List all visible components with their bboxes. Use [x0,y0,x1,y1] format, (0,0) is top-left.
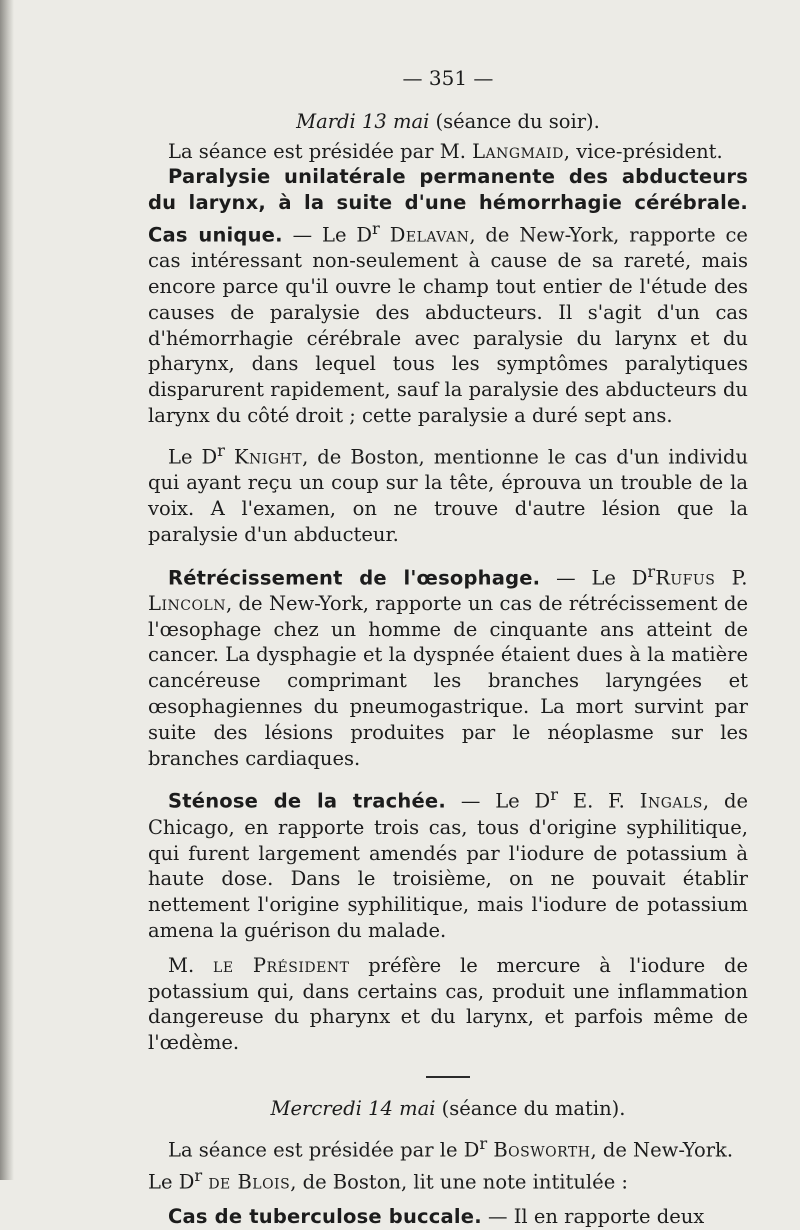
paragraph-deblois [148,1163,748,1195]
person-name: Delavan [389,223,470,247]
paragraph-abductor-paralysis [148,164,748,428]
paragraph-trachea [148,782,748,943]
book-page [148,66,748,1230]
session-date: Mardi 13 mai [296,109,430,133]
session-heading-tuesday [148,109,748,135]
superscript: r [550,785,558,805]
text-run: — Le D [445,789,551,813]
text-run [380,223,390,246]
session-heading-wednesday [148,1096,748,1122]
section-divider [426,1076,470,1078]
text-run: , de New-York. [590,1138,734,1162]
superscript: r [217,440,225,460]
case-title: Rétrécissement de l'œsophage. [168,566,541,590]
text-run: — Le D [282,223,373,247]
person-name: Langmaid [472,139,564,163]
superscript: r [194,1165,203,1185]
text-run: La séance est présidée par le D [168,1138,480,1162]
text-run: La séance est présidée par M. [168,139,473,163]
text-run: Le D [168,445,218,469]
superscript: r [372,218,380,238]
session-time: (séance du matin). [435,1096,626,1120]
text-run: , vice-président. [563,139,723,163]
text-run: M. [168,953,214,977]
paragraph-knight [148,438,748,548]
case-title: Cas de tuberculose buccale. [168,1205,482,1229]
session-time: (séance du soir). [429,109,600,133]
session-president-line [148,139,748,165]
text-run: — Le D [540,566,648,590]
book-gutter-shadow [0,0,14,1180]
superscript: r [647,561,656,581]
person-name: le Président [213,953,350,977]
paragraph-text: , de New-York, rapporte un cas de rétrécissement de l'œsophage chez un homme de cinquante ans atteint de cancer. La dysphagie et la dyspnée étaient dues à la matière cancéreuse comprimant les branches laryngées et œsophagiennes du pneumogastrique. La mort survint par suite des lésions produites par le néoplasme sur les branches cardiaques. [148,591,748,770]
page-number: — 351 — [402,66,494,90]
person-name: de Blois [208,1170,291,1194]
paragraph-text: , de Boston, lit une note intitulée : [290,1170,629,1194]
session-president-line [148,1131,748,1163]
paragraph-esophagus [148,559,748,772]
text-run: Le D [148,1170,195,1194]
paragraph-text: — Il en rapporte deux [481,1205,705,1229]
paragraph-text: , de Boston, mentionne le cas d'un individu qui ayant reçu un coup sur la tête, éprouva un trouble de la voix. A l'examen, on ne trouve d'autre lésion que la paralysie d'un abducteur. [148,445,749,546]
person-name: Bosworth [493,1138,591,1162]
person-name: Knight [233,445,303,469]
paragraph-text: , de New-York, rapporte ce cas intéressant non-seulement à cause de sa rareté, mais encore parce qu'il ouvre le champ tout entier de l'étude des causes de paralysie des abducteurs. Il s'agit d'un cas d'hémorrhagie cérébrale avec paralysie du larynx et du pharynx, dans lequel tous les symptômes paralytiques disparurent rapidement, sauf la paralysie des abducteurs du larynx du côté droit ; cette paralysie a duré sept ans. [148,223,748,428]
case-title: Paralysie unilatérale permanente des abducteurs du larynx, à la suite d'une hémorrhagie cérébrale. Cas unique. [148,165,748,247]
superscript: r [479,1133,488,1153]
paragraph-oral-tuberculosis [148,1204,748,1230]
person-name: Rufus P. Lincoln [148,566,748,615]
paragraph-president [148,953,748,1056]
paragraph-text: , de Chicago, en rapporte trois cas, tous d'origine syphilitique, qui furent largement amendés par l'iodure de potassium à haute dose. Dans le troisième, on ne pouvait établir nettement l'origine syphilitique, mais l'iodure de potassium amena la guérison du malade. [148,789,748,942]
case-title: Sténose de la trachée. [168,789,446,813]
paragraph-text: préfère le mercure à l'iodure de potassium qui, dans certains cas, produit une inflammation dangereuse du pharynx et du larynx, et parfois même de l'œdème. [148,953,748,1055]
session-date: Mercredi 14 mai [270,1096,436,1120]
text-run: E. F. [557,789,640,813]
person-name: Ingals [639,789,703,813]
